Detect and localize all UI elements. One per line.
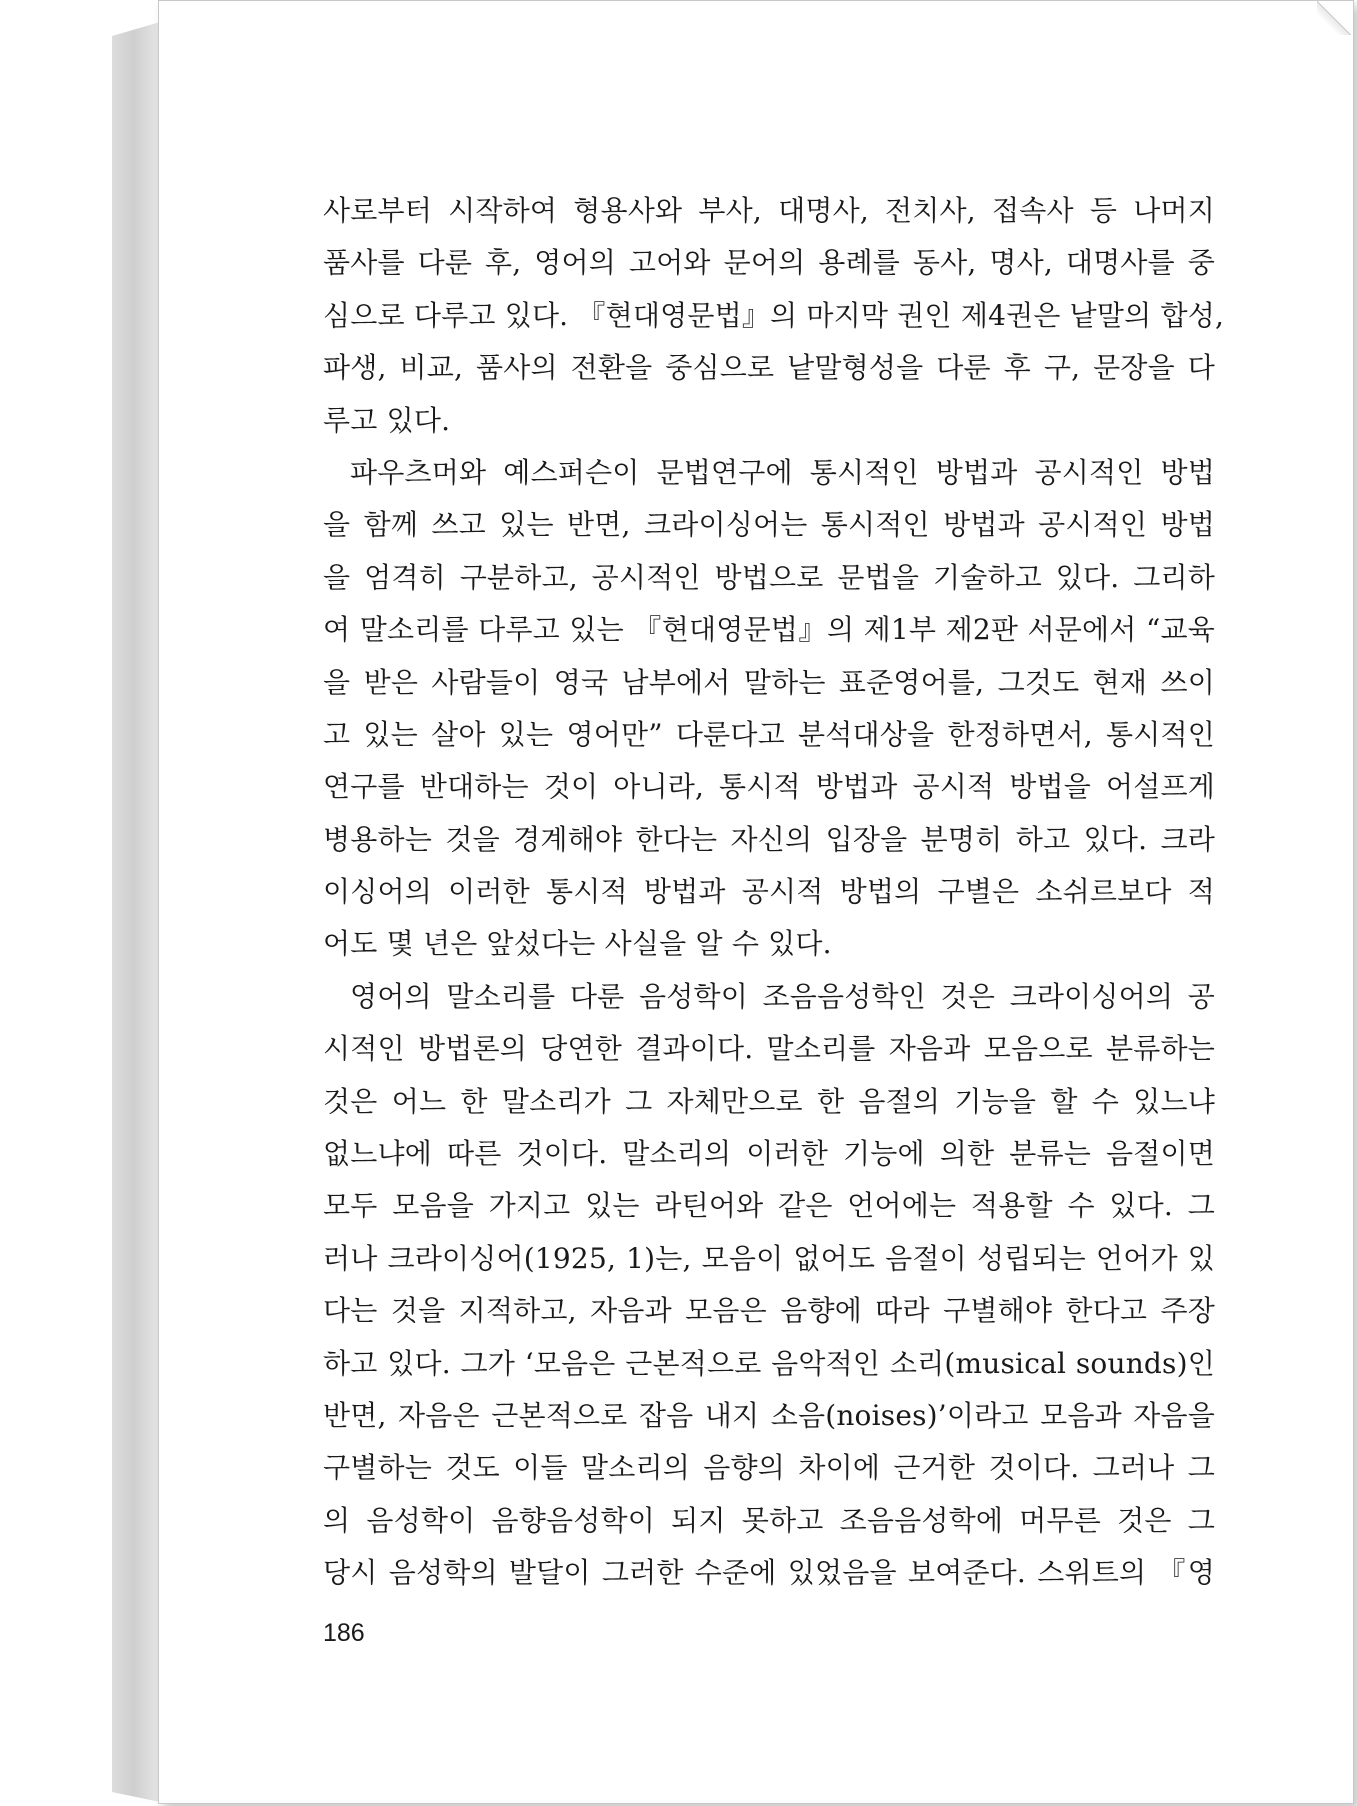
text-line: 병용하는 것을 경계해야 한다는 자신의 입장을 분명히 하고 있다. 크라 <box>323 822 1215 856</box>
text-line: 파우츠머와 예스퍼슨이 문법연구에 통시적인 방법과 공시적인 방법 <box>350 455 1215 489</box>
text-line: 당시 음성학의 발달이 그러한 수준에 있었음을 보여준다. 스위트의 『영 <box>323 1556 1215 1590</box>
text-line: 루고 있다. <box>323 403 451 437</box>
text-line: 의 음성학이 음향음성학이 되지 못하고 조음음성학에 머무른 것은 그 <box>323 1503 1215 1537</box>
text-line: 이싱어의 이러한 통시적 방법과 공시적 방법의 구별은 소쉬르보다 적 <box>323 875 1215 909</box>
text-line: 어도 몇 년은 앞섰다는 사실을 알 수 있다. <box>323 927 832 961</box>
text-line: 파생, 비교, 품사의 전환을 중심으로 낱말형성을 다룬 후 구, 문장을 다 <box>323 351 1215 385</box>
text-line: 구별하는 것도 이들 말소리의 음향의 차이에 근거한 것이다. 그러나 그 <box>323 1451 1215 1485</box>
page-number: 186 <box>323 1619 365 1647</box>
text-line: 영어의 말소리를 다룬 음성학이 조음음성학인 것은 크라이싱어의 공 <box>350 979 1215 1013</box>
text-line: 여 말소리를 다루고 있는 『현대영문법』의 제1부 제2판 서문에서 “교육 <box>323 613 1215 647</box>
text-line: 사로부터 시작하여 형용사와 부사, 대명사, 전치사, 접속사 등 나머지 <box>323 194 1215 227</box>
text-line: 을 함께 쓰고 있는 반면, 크라이싱어는 통시적인 방법과 공시적인 방법 <box>323 508 1215 542</box>
text-line: 다는 것을 지적하고, 자음과 모음은 음향에 따라 구별해야 한다고 주장 <box>323 1294 1215 1328</box>
text-line: 러나 크라이싱어(1925, 1)는, 모음이 없어도 음절이 성립되는 언어가 있 <box>323 1241 1215 1275</box>
text-line: 모두 모음을 가지고 있는 라틴어와 같은 언어에는 적용할 수 있다. 그 <box>323 1189 1215 1223</box>
book-page <box>158 0 1354 1804</box>
page-corner-fold <box>1317 1 1351 35</box>
body-text <box>323 185 1225 1600</box>
text-line: 연구를 반대하는 것이 아니라, 통시적 방법과 공시적 방법을 어설프게 <box>323 770 1215 804</box>
text-line: 고 있는 살아 있는 영어만” 다룬다고 분석대상을 한정하면서, 통시적인 <box>323 717 1215 751</box>
text-line: 것은 어느 한 말소리가 그 자체만으로 한 음절의 기능을 할 수 있느냐 <box>323 1084 1215 1118</box>
text-line: 품사를 다룬 후, 영어의 고어와 문어의 용례를 동사, 명사, 대명사를 중 <box>323 246 1215 280</box>
text-line: 없느냐에 따른 것이다. 말소리의 이러한 기능에 의한 분류는 음절이면 <box>323 1137 1215 1171</box>
text-line: 시적인 방법론의 당연한 결과이다. 말소리를 자음과 모음으로 분류하는 <box>323 1032 1215 1066</box>
text-line: 을 받은 사람들이 영국 남부에서 말하는 표준영어를, 그것도 현재 쓰이 <box>323 665 1215 699</box>
text-line: 하고 있다. 그가 ‘모음은 근본적으로 음악적인 소리(musical sounds)인 <box>323 1346 1215 1380</box>
text-line: 반면, 자음은 근본적으로 잡음 내지 소음(noises)’이라고 모음과 자음을 <box>323 1398 1215 1432</box>
book-spine <box>112 22 160 1802</box>
text-line: 을 엄격히 구분하고, 공시적인 방법으로 문법을 기술하고 있다. 그리하 <box>323 560 1215 594</box>
text-line: 심으로 다루고 있다. 『현대영문법』의 마지막 권인 제4권은 낱말의 합성, <box>323 298 1225 332</box>
